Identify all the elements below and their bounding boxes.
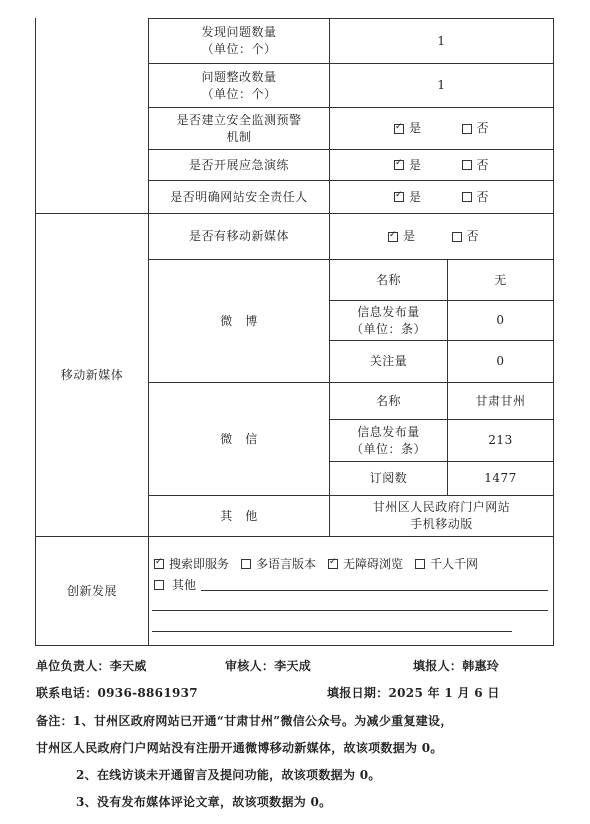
mobile-section-label: 移动新媒体 xyxy=(60,367,124,382)
responsible-label: 是否明确网站安全责任人 xyxy=(170,189,308,204)
other-value: 甘州区人民政府门户网站 手机移动版 xyxy=(372,500,511,531)
wechat-subs-label: 订阅数 xyxy=(369,471,408,485)
drill-yes-checkbox[interactable]: ✓ 是 xyxy=(394,157,422,174)
empty-box-icon xyxy=(462,124,472,134)
monitoring-yes-checkbox[interactable]: ✓ 是 xyxy=(394,120,422,137)
weibo-follow-label: 关注量 xyxy=(369,354,408,368)
issues-found-label: 发现问题数量 （单位：个） xyxy=(201,25,277,56)
weibo-name-label: 名称 xyxy=(375,272,401,287)
contact-phone: 联系电话：0936-8861937 xyxy=(36,686,198,700)
has-mobile-no-checkbox[interactable]: 否 xyxy=(452,228,480,245)
wechat-name-value: 甘肃甘州 xyxy=(475,393,526,408)
empty-box-icon xyxy=(415,559,425,569)
has-mobile-yes-checkbox[interactable]: ✓ 是 xyxy=(388,228,416,245)
empty-box-icon xyxy=(241,559,251,569)
weibo-posts-value: 0 xyxy=(496,313,505,327)
drill-label: 是否开展应急演练 xyxy=(188,157,289,172)
checked-box-icon xyxy=(328,559,338,569)
has-mobile-choice xyxy=(330,214,553,259)
option-personalized-checkbox[interactable]: 千人千网 xyxy=(415,555,478,572)
reviewer: 审核人：李天成 xyxy=(225,659,312,673)
drill-choice xyxy=(330,150,553,180)
drill-no-checkbox[interactable]: 否 xyxy=(462,157,490,174)
empty-box-icon xyxy=(154,580,164,590)
responsible-no-checkbox[interactable]: 否 xyxy=(462,189,490,206)
has-mobile-label: 是否有移动新媒体 xyxy=(188,229,289,243)
empty-box-icon xyxy=(452,232,462,242)
innovation-options xyxy=(154,555,549,572)
issues-fixed-value: 1 xyxy=(437,78,446,92)
option-search-service-checkbox[interactable]: ✓ 搜索即服务 xyxy=(154,555,229,572)
fill-date: 填报日期：2025 年 1 月 6 日 xyxy=(327,686,500,700)
option-accessibility-checkbox[interactable]: ✓ 无障碍浏览 xyxy=(328,555,403,572)
issues-fixed-label: 问题整改数量 （单位：个） xyxy=(201,69,277,101)
note-3: 3、没有发布媒体评论文章，故该项数据为 0。 xyxy=(76,795,332,809)
other-label: 其 他 xyxy=(220,508,258,523)
wechat-name-label: 名称 xyxy=(375,393,401,408)
other-fill-line xyxy=(201,590,548,591)
monitoring-no-checkbox[interactable]: 否 xyxy=(462,120,490,137)
blank-line xyxy=(152,610,548,611)
wechat-subs-value: 1477 xyxy=(484,471,517,485)
checked-box-icon xyxy=(394,192,404,202)
filler: 填报人：韩惠玲 xyxy=(413,659,500,673)
checked-box-icon xyxy=(388,232,398,242)
note-1: 备注：1、甘州区政府网站已开通“甘肃甘州”微信公众号。为减少重复建设， xyxy=(36,714,453,728)
weibo-name-value: 无 xyxy=(494,272,507,287)
note-1-cont: 甘州区人民政府门户网站没有注册开通微博移动新媒体，故该项数据为 0。 xyxy=(36,741,443,755)
option-other[interactable]: 其他 xyxy=(154,576,196,593)
blank-line xyxy=(152,631,512,632)
checked-box-icon xyxy=(394,160,404,170)
checked-box-icon xyxy=(394,124,404,134)
weibo-follow-value: 0 xyxy=(496,354,505,368)
option-multilingual-checkbox[interactable]: 多语言版本 xyxy=(241,555,316,572)
note-2: 2、在线访谈未开通留言及提问功能，故该项数据为 0。 xyxy=(76,768,381,782)
responsible-yes-checkbox[interactable]: ✓ 是 xyxy=(394,189,422,206)
unit-head: 单位负责人：李天威 xyxy=(36,659,147,673)
responsible-choice xyxy=(330,181,553,213)
wechat-posts-value: 213 xyxy=(488,433,513,447)
wechat-posts-label: 信息发布量 （单位：条） xyxy=(350,424,426,456)
innovation-section-label: 创新发展 xyxy=(66,583,117,598)
checked-box-icon xyxy=(154,559,164,569)
monitoring-choice xyxy=(330,108,553,149)
empty-box-icon xyxy=(462,192,472,202)
weibo-posts-label: 信息发布量 （单位：条） xyxy=(350,304,426,336)
weibo-label: 微 博 xyxy=(220,313,258,328)
issues-found-value: 1 xyxy=(437,33,446,48)
monitoring-label: 是否建立安全监测预警 机制 xyxy=(176,112,302,144)
wechat-label: 微 信 xyxy=(220,431,258,446)
empty-box-icon xyxy=(462,160,472,170)
